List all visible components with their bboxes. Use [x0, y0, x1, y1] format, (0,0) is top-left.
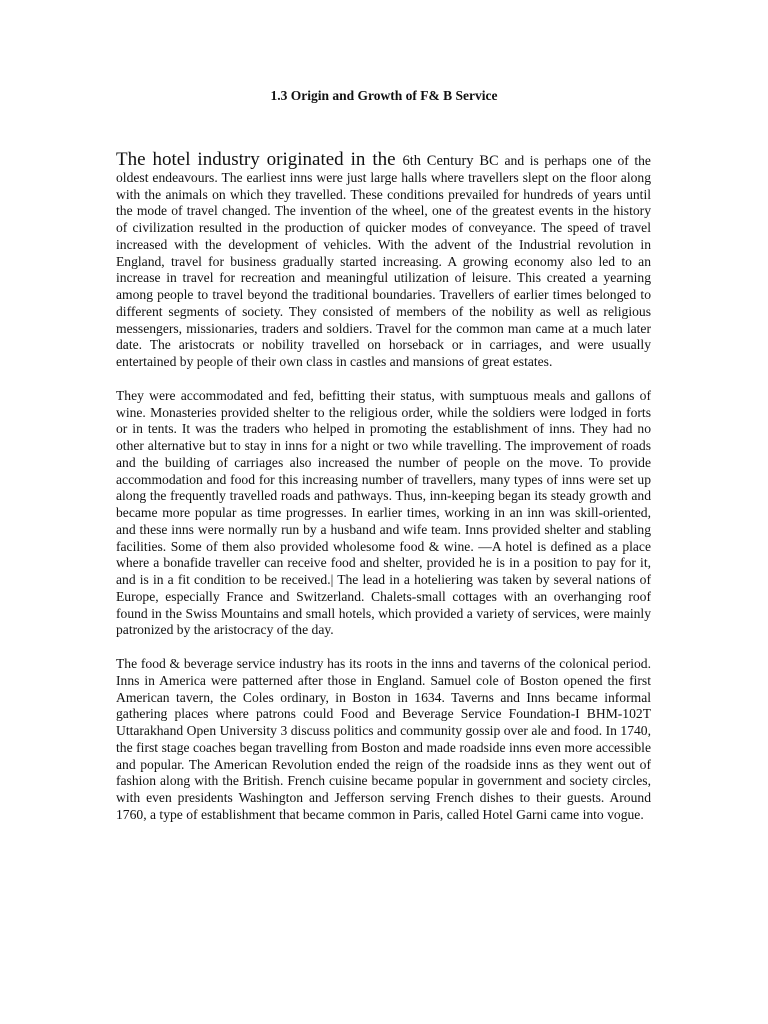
paragraph-1 — [116, 149, 651, 371]
body-text — [116, 149, 651, 841]
paragraph-1-lead-large: The hotel industry originated in the — [116, 149, 403, 170]
section-title: 1.3 Origin and Growth of F& B Service — [270, 88, 498, 103]
paragraph-2: They were accommodated and fed, befitting their status, with sumptuous meals and gallons of wine. Monasteries provided shelter to the religious order, while the soldiers were lodged in forts or in tents. It was the traders who helped in promoting the establishment of inns. They had no other alternative but to stay in inns for a night or two while travelling. The improvement of roads and the building of carriages also increased the number of people on the move. To provide accommodation and food for this increasing number of travellers, many types of inns were set up along the frequently travelled roads and pathways. Thus, inn-keeping began its steady growth and became more popular as time progresses. In earlier times, working in an inn was skill-oriented, and these inns were normally run by a husband and wife team. Inns provided shelter and stabling facilities. Some of them also provided wholesome food & wine. —A hotel is defined as a place where a bonafide traveller can receive food and shelter, provided he is in a position to pay for it, and is in a fit condition to be received.| The lead in a hoteliering was taken by several nations of Europe, especially France and Switzerland. Chalets-small cottages with an overhanging roof found in the Swiss Mountains and small hotels, which provided a variety of services, were mainly patronized by the aristocracy of the day. — [116, 387, 651, 638]
paragraph-1-lead-medium: 6th Century BC — [402, 153, 505, 169]
paragraph-1-text: and is perhaps one of the oldest endeavours. The earliest inns were just large halls where travellers slept on the floor along with the animals on which they travelled. These conditions prevailed for hundreds of years until the mode of travel changed. The invention of the wheel, one of the greatest events in the history of civilization resulted in the production of quicker modes of conveyance. The speed of travel increased with the development of vehicles. With the advent of the Industrial revolution in England, travel for business gradually started increasing. A growing economy also led to an increase in travel for recreation and meaningful utilization of leisure. This created a yearning among people to travel beyond the traditional boundaries. Travellers of earlier times belonged to different segments of society. They consisted of members of the nobility as well as religious messengers, missionaries, traders and soldiers. Travel for the common man came at a much later date. The aristocrats or nobility travelled on horseback or in carriages, and were usually entertained by people of their own class in castles and mansions of great estates. — [116, 153, 651, 369]
paragraph-3: The food & beverage service industry has its roots in the inns and taverns of the colonical period. Inns in America were patterned after those in England. Samuel cole of Boston opened the first American tavern, the Coles ordinary, in Boston in 1634. Taverns and Inns became informal gathering places where patrons could Food and Beverage Service Foundation-I BHM-102T Uttarakhand Open University 3 discuss politics and community gossip over ale and food. In 1740, the first stage coaches began travelling from Boston and made roadside inns even more accessible and popular. The American Revolution ended the reign of the roadside inns as they went out of fashion along with the British. French cuisine became popular in government and society circles, with even presidents Washington and Jefferson serving French dishes to their guests. Around 1760, a type of establishment that became common in Paris, called Hotel Garni came into vogue. — [116, 656, 651, 822]
